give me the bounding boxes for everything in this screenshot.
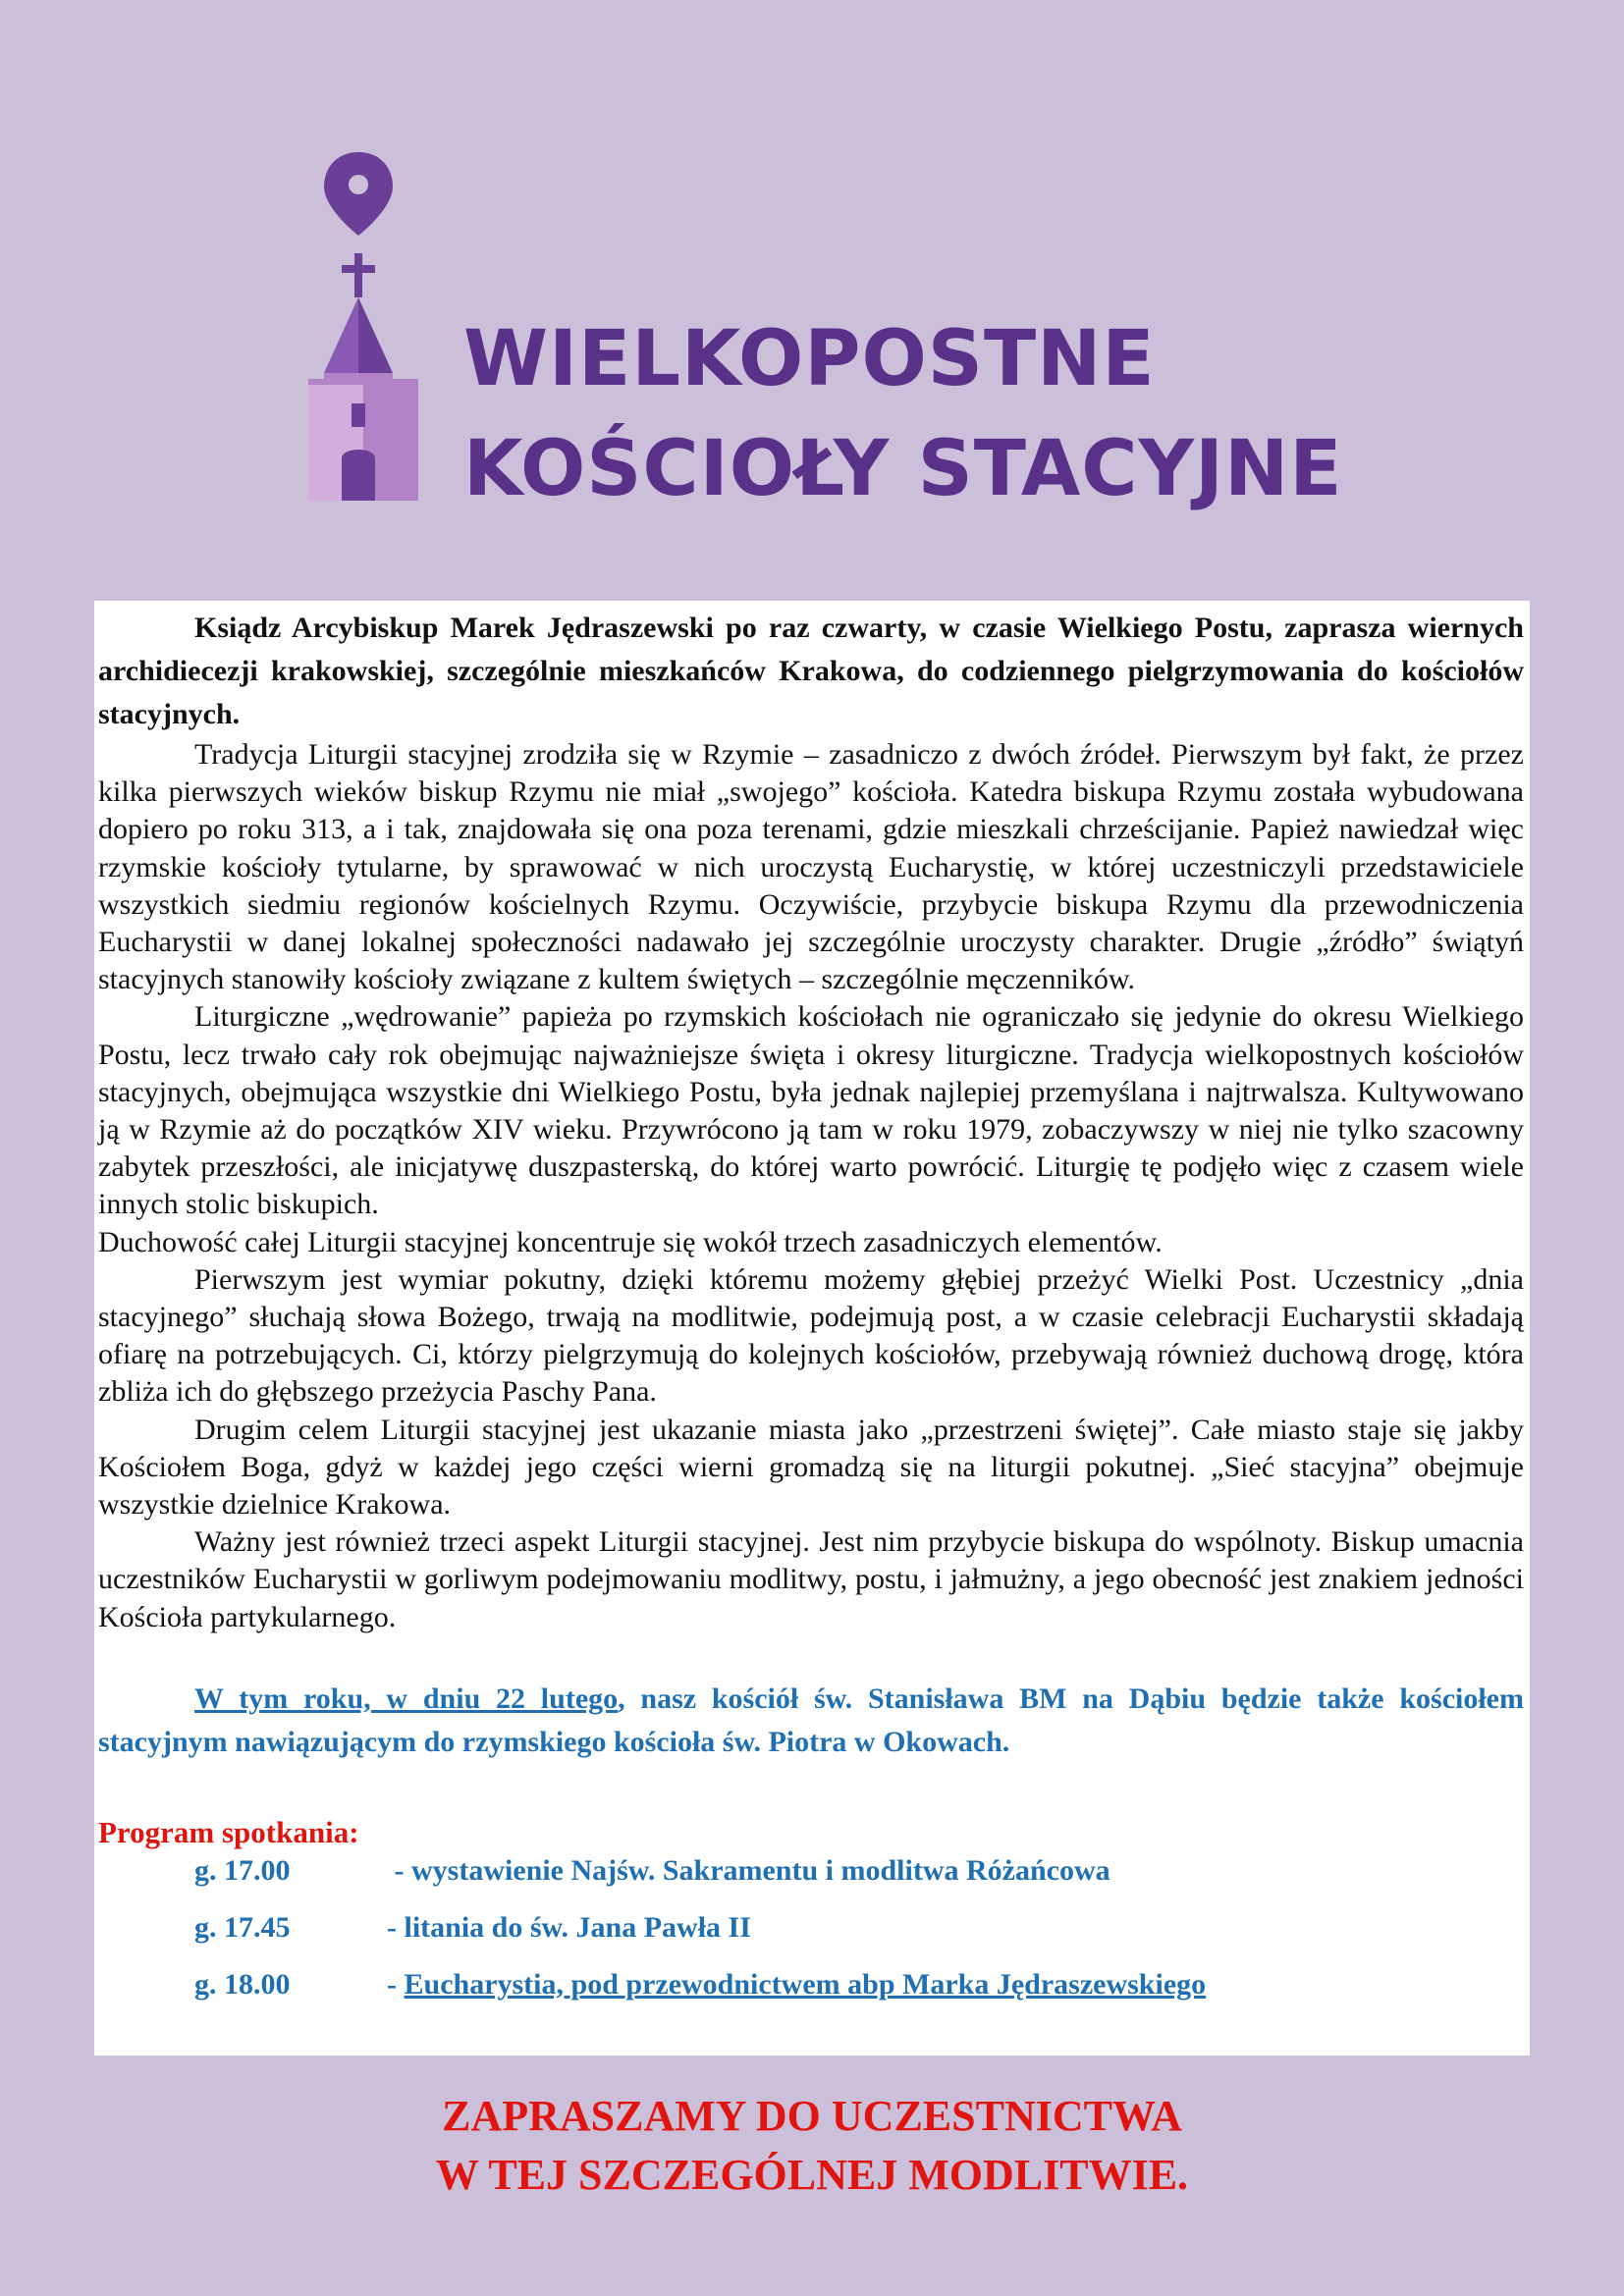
logo-title: [463, 304, 1343, 524]
station-announcement-text: , nasz kościół św. Stanisława BM na Dąbiu będzie także kościołem stacyjnym nawiązującym do rzymskiego kościoła św. Piotra w Okowach.: [98, 1682, 1524, 1758]
paragraph-penitential: Pierwszym jest wymiar pokutny, dzięki któremu możemy głębiej przeżyć Wielki Post. Uczestnicy „dnia stacyjnego” słuchają słowa Bożego, trwają na modlitwie, podejmują post, a w czasie celebracji Eucharystii składają ofiarę na potrzebujących. Ci, którzy pielgrzymują do kolejnych kościołów, przebywają również duchową drogę, która zbliża ich do głębszego przeżycia Paschy Pana.: [98, 1262, 1524, 1409]
paragraph-sacred-space: Drugim celem Liturgii stacyjnej jest ukazanie miasta jako „przestrzeni świętej”. Całe miasto staje się jakby Kościołem Boga, gdyż w każdej jego części wierni gromadzą się na liturgii pokutnej. „Sieć stacyjna” obejmuje wszystkie dzielnice Krakowa.: [98, 1413, 1524, 1522]
station-date: W tym roku, w dniu 22 lutego: [194, 1682, 619, 1715]
invitation-line1: ZAPRASZAMY DO UCZESTNICTWA: [442, 2092, 1182, 2140]
program-time: g. 17.00: [194, 1853, 291, 1887]
paragraph-wandering: Liturgiczne „wędrowanie” papieża po rzymskich kościołach nie ograniczało się jedynie do okresu Wielkiego Postu, lecz trwało cały rok obejmując najważniejsze święta i okresy liturgiczne. Tradycja wielkopostnych kościołów stacyjnych, obejmująca wszystkie dni Wielkiego Postu, była jednak najlepiej przemyślana i najtrwalsza. Kultywowano ją w Rzymie aż do początków XIV wieku. Przywrócono ją tam w roku 1979, zobaczywszy w niej nie tylko szacowny zabytek przeszłości, ale inicjatywę duszpasterską, do której warto powrócić. Liturgię tę podjęło więc z czasem wiele innych stolic biskupich.: [98, 1000, 1524, 1221]
program-time: g. 17.45: [194, 1910, 291, 1944]
paragraph-bishop: Ważny jest również trzeci aspekt Liturgii stacyjnej. Jest nim przybycie biskupa do wspólnoty. Biskup umacnia uczestników Eucharystii w gorliwym podejmowaniu modlitwy, postu, i jałmużny, a jego obecność jest znakiem jedności Kościoła partykularnego.: [98, 1525, 1524, 1633]
station-announcement: [98, 1678, 1524, 1764]
invitation-line2: W TEJ SZCZEGÓLNEJ MODLITWIE.: [435, 2151, 1189, 2199]
program-title: Program spotkania:: [98, 1814, 359, 1849]
logo-title-line2: KOŚCIOŁY STACYJNE: [463, 425, 1343, 513]
program-item: [98, 1911, 1524, 1968]
intro-paragraph: Ksiądz Arcybiskup Marek Jędraszewski po raz czwarty, w czasie Wielkiego Postu, zaprasza wiernych archidiecezji krakowskiej, szczególnie mieszkańców Krakowa, do codziennego pielgrzymowania do kościołów stacyjnych.: [98, 612, 1524, 730]
program-item: [98, 1968, 1524, 2025]
program-item: [98, 1854, 1524, 1911]
program-description: - wystawienie Najśw. Sakramentu i modlitwa Różańcowa: [387, 1853, 1110, 1887]
program-description: - Eucharystia, pod przewodnictwem abp Marka Jędraszewskiego: [387, 1967, 1207, 2001]
paragraph-tradition: Tradycja Liturgii stacyjnej zrodziła się w Rzymie – zasadniczo z dwóch źródeł. Pierwszym był fakt, że przez kilka pierwszych wieków biskup Rzymu nie miał „swojego” kościoła. Katedra biskupa Rzymu została wybudowana dopiero po roku 313, a i tak, znajdowała się ona poza terenami, gdzie mieszkali chrześcijanie. Papież nawiedzał więc rzymskie kościoły tytularne, by sprawować w nich uroczystą Eucharystię, w której uczestniczyli przedstawiciele wszystkich siedmiu regionów kościelnych Rzymu. Oczywiście, przybycie biskupa Rzymu dla przewodniczenia Eucharystii w danej lokalnej społeczności nadawało jej szczególnie uroczysty charakter. Drugie „źródło” świątyń stacyjnych stanowiły kościoły związane z kultem świętych – szczególnie męczenników.: [98, 738, 1524, 996]
church-pin-icon: [304, 152, 432, 506]
main-text-panel: [94, 601, 1530, 2056]
program-description: - litania do św. Jana Pawła II: [387, 1910, 751, 1944]
logo: [304, 152, 1343, 525]
program-time: g. 18.00: [194, 1967, 291, 2001]
paragraph-spirituality: Duchowość całej Liturgii stacyjnej koncentruje się wokół trzech zasadniczych elementów.: [98, 1225, 1163, 1258]
logo-title-line1: WIELKOPOSTNE: [463, 315, 1156, 403]
invitation: [0, 2087, 1624, 2205]
